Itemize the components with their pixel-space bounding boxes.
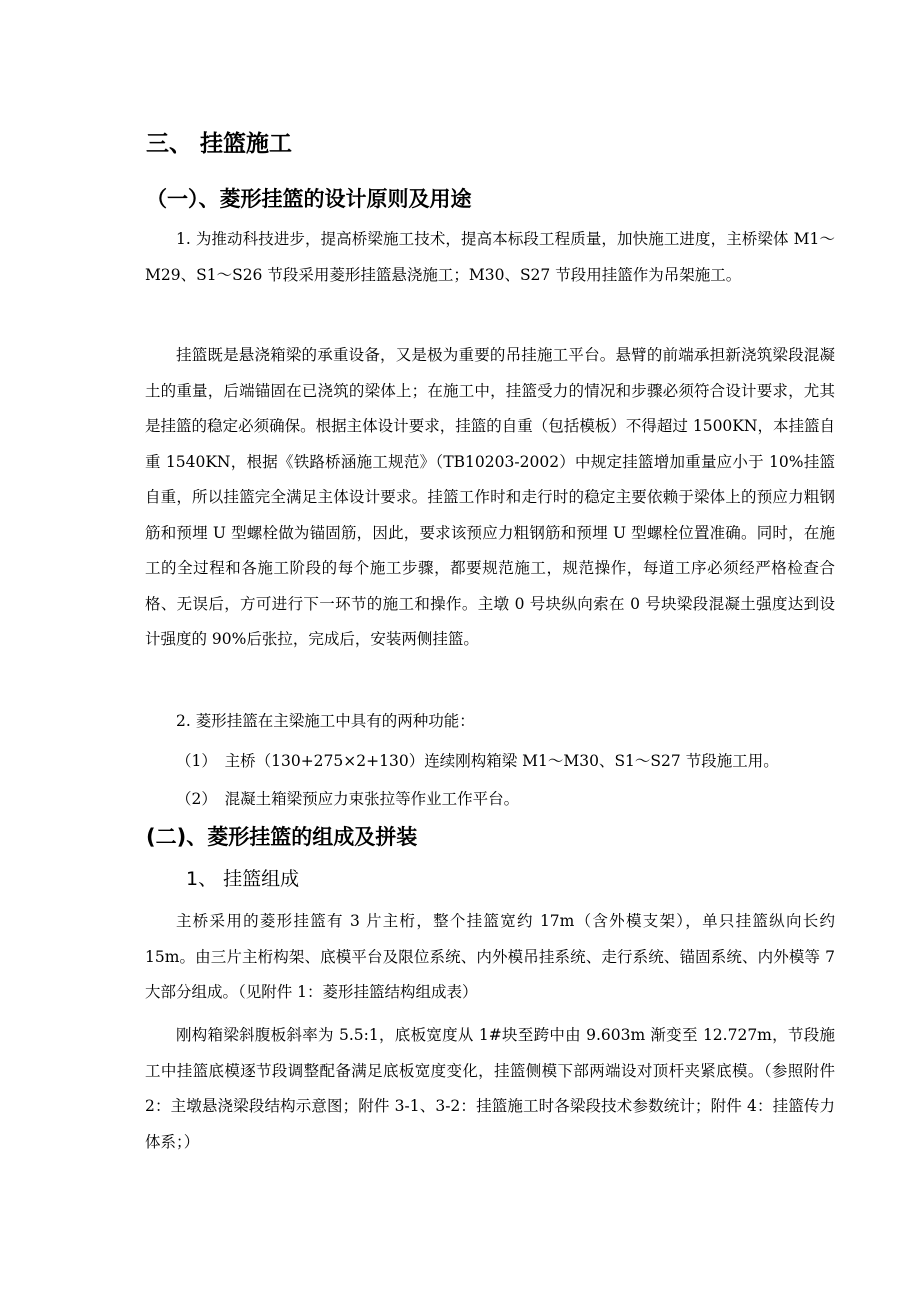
paragraph-2-2: 刚构箱梁斜腹板斜率为 5.5:1，底板宽度从 1#块至跨中由 9.603m 渐变至 12.727m，节段施工中挂篮底模逐节段调整配备满足底板宽度变化，挂篮侧模下部两端设对顶杆夹紧底模。（参照附件 2：主墩悬浇梁段结构示意图；附件 3-1、3-2：挂篮施工时各梁段技术参数统计；附件 4：挂篮传力体系；）	[145, 1026, 835, 1151]
paragraph-1-2: 挂篮既是悬浇箱梁的承重设备，又是极为重要的吊挂施工平台。悬臂的前端承担新浇筑梁段混凝土的重量，后端锚固在已浇筑的梁体上；在施工中，挂篮受力的情况和步骤必须符合设计要求，尤其是挂篮的稳定必须确保。根据主体设计要求，挂篮的自重（包括模板）不得超过 1500KN，本挂篮自重 1540KN，根据《铁路桥涵施工规范》（TB10203-2002）中规定挂篮增加重量应小于 10%挂篮自重，所以挂篮完全满足主体设计要求。挂篮工作时和走行时的稳定主要依赖于梁体上的预应力粗钢筋和预埋 U 型螺栓做为锚固筋，因此，要求该预应力粗钢筋和预埋 U 型螺栓位置准确。同时，在施工的全过程和各施工阶段的每个施工步骤，都要规范施工，规范操作，每道工序必须经严格检查合格、无误后，方可进行下一环节的施工和操作。主墩 0 号块纵向索在 0 号块梁段混凝土强度达到设计强度的 90%后张拉，完成后，安装两侧挂篮。	[145, 346, 835, 648]
paragraph-2-1: 主桥采用的菱形挂篮有 3 片主桁，整个挂篮宽约 17m（含外模支架），单只挂篮纵向长约 15m。由三片主桁构架、底模平台及限位系统、内外模吊挂系统、走行系统、锚固系统、内外模等 7 大部分组成。（见附件 1：菱形挂篮结构组成表）	[145, 912, 835, 1001]
paragraph-1-3: 2. 菱形挂篮在主梁施工中具有的两种功能：	[176, 712, 475, 730]
subsection-heading-1: （一）、菱形挂篮的设计原则及用途	[146, 187, 472, 211]
paragraph-1-1: 1. 为推动科技进步，提高桥梁施工技术，提高本标段工程质量，加快施工进度，主桥梁体 M1～M29、S1～S26 节段采用菱形挂篮悬浇施工；M30、S27 节段用挂篮作为吊架施工。	[145, 230, 835, 284]
subsection-heading-2: (二)、菱形挂篮的组成及拼装	[146, 825, 418, 849]
list-item-2: （2） 混凝土箱梁预应力束张拉等作业工作平台。	[176, 790, 520, 808]
list-item-1: （1） 主桥（130+275×2+130）连续刚构箱梁 M1～M30、S1～S27 节段施工用。	[176, 752, 779, 770]
subsection-subheading: 1、 挂篮组成	[186, 868, 300, 890]
section-title: 三、 挂篮施工	[146, 131, 293, 157]
